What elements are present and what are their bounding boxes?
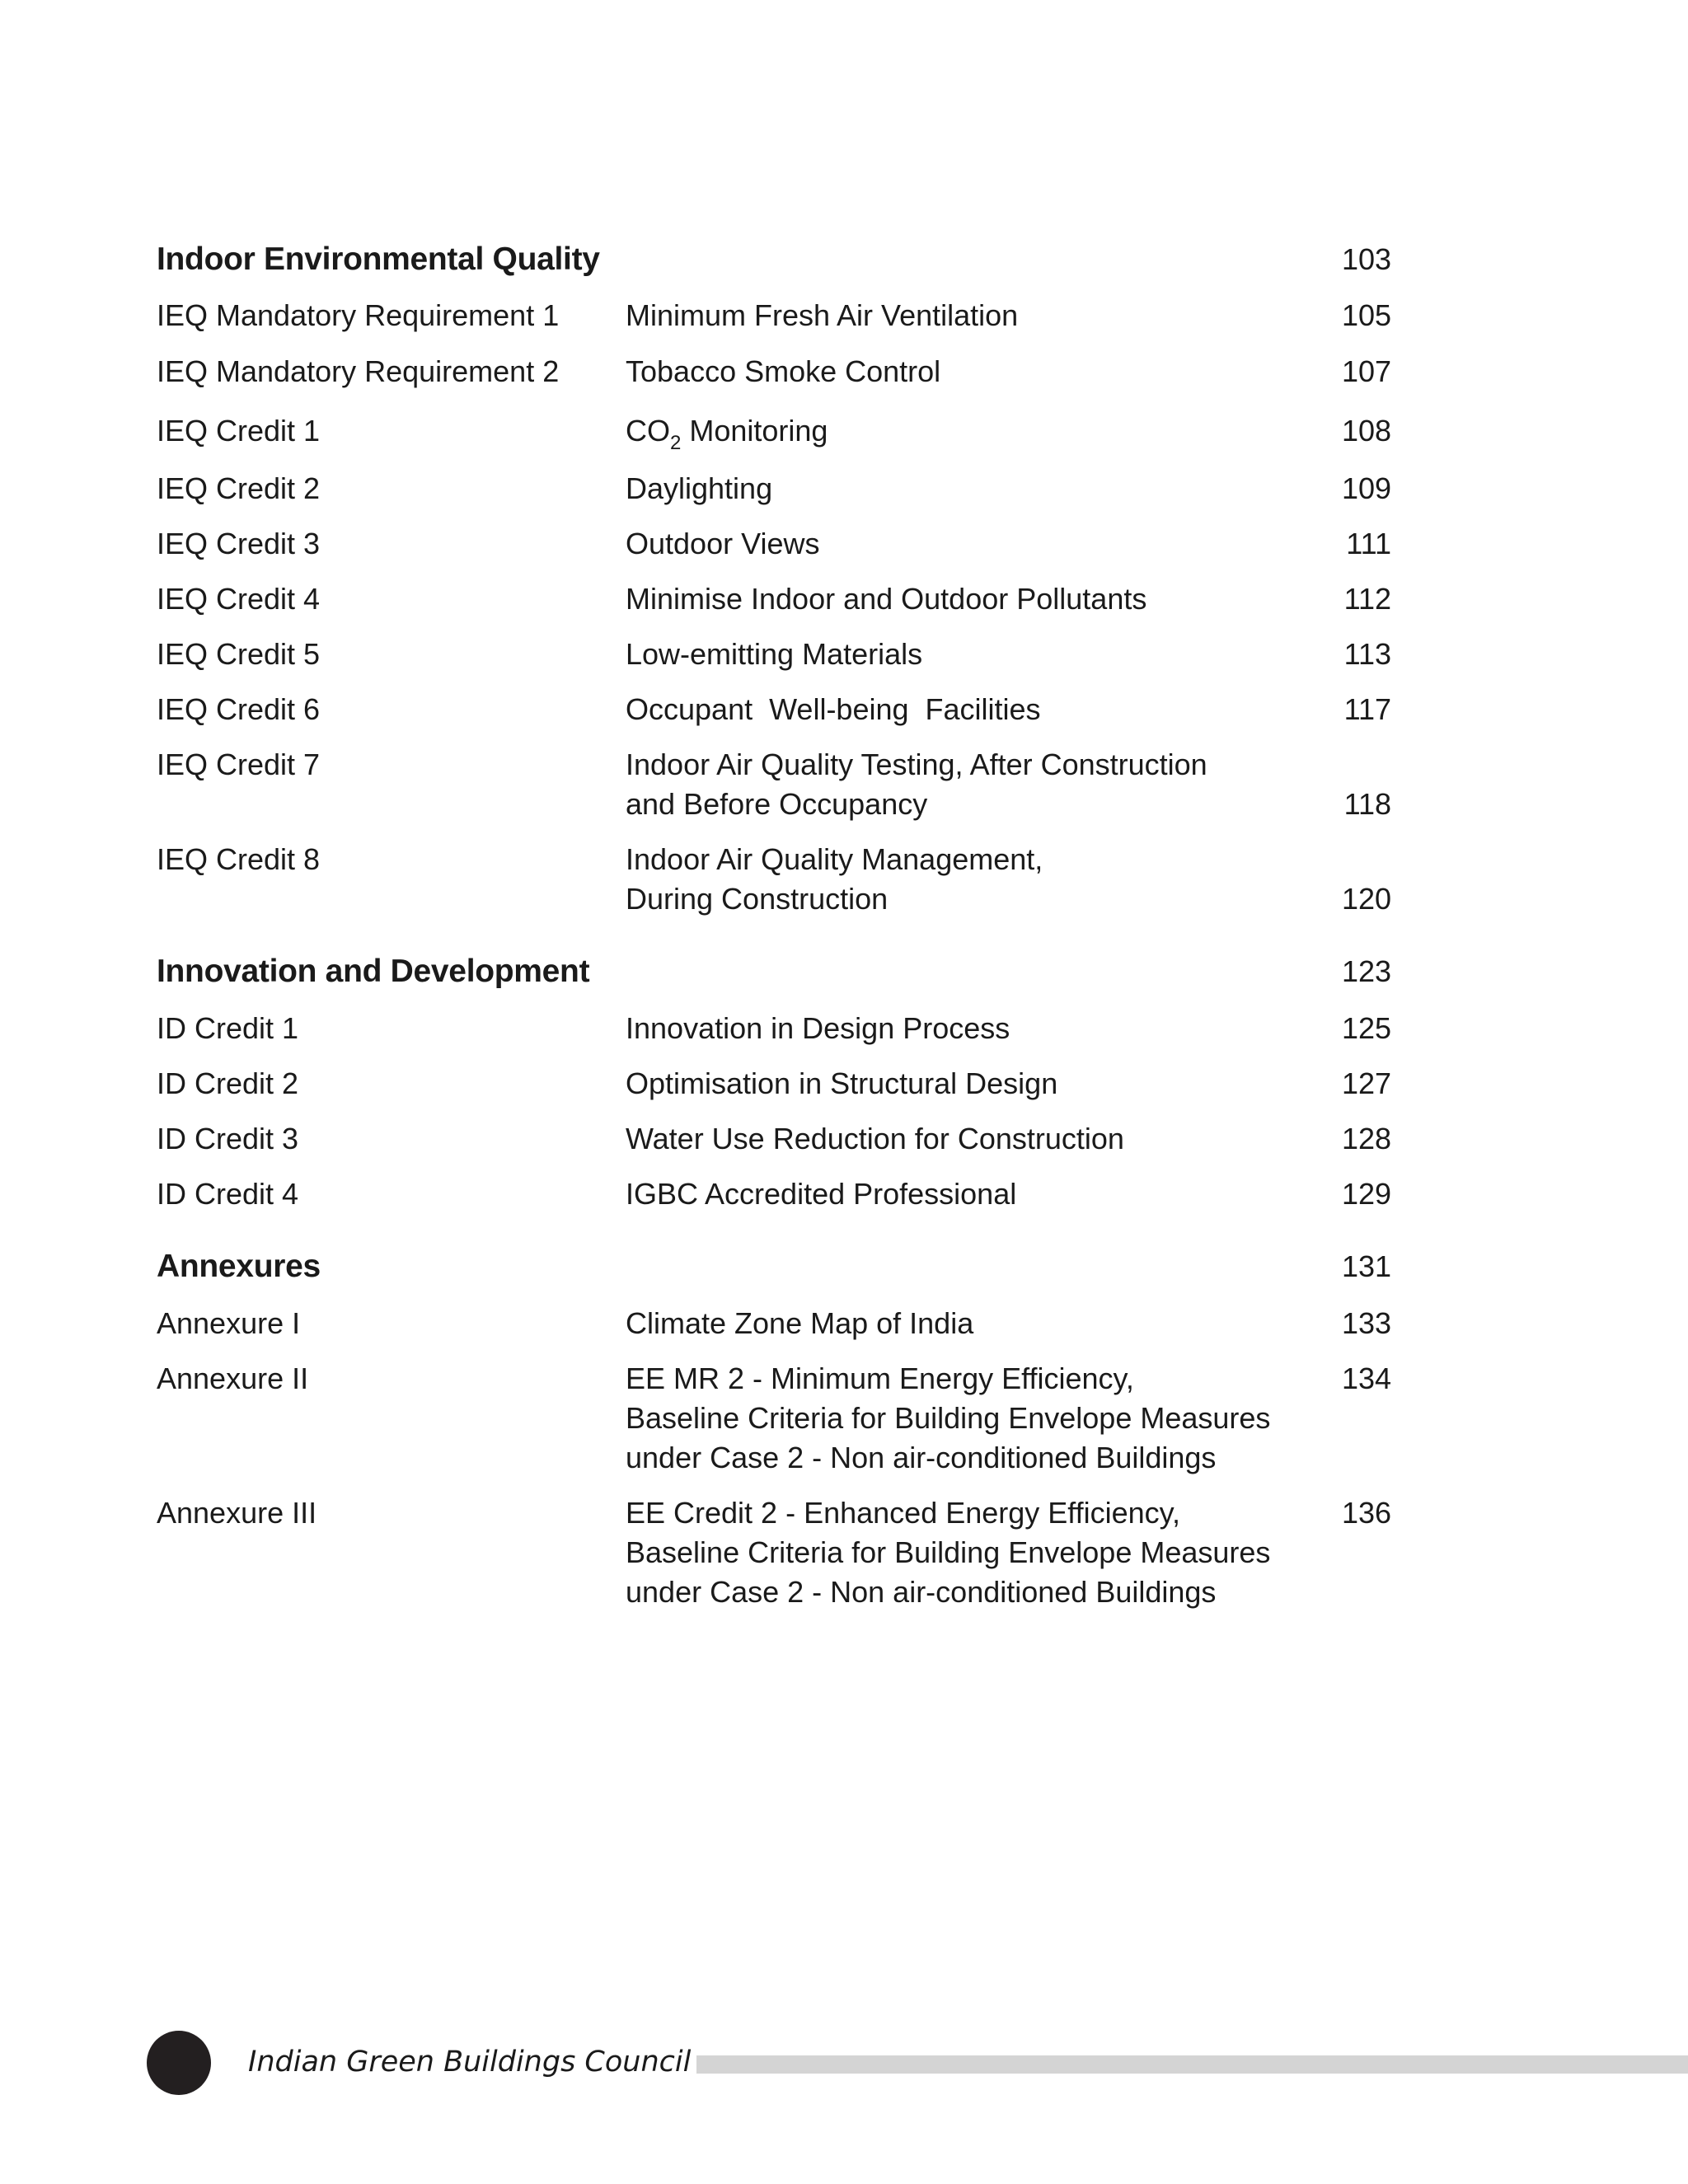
entry-code: IEQ Credit 7	[157, 748, 321, 781]
entry-code: IEQ Mandatory Requirement 2	[157, 354, 560, 388]
entry-title: IGBC Accredited Professional	[626, 1177, 1017, 1211]
entry-title: Climate Zone Map of India	[626, 1306, 974, 1340]
subscript-two: 2	[670, 432, 682, 454]
entry-page-number: 111	[1346, 527, 1391, 560]
entry-page-number: 129	[1342, 1177, 1392, 1211]
entry-code: Annexure III	[157, 1496, 317, 1530]
entry-page-number: 108	[1342, 414, 1392, 448]
entry-code: IEQ Credit 6	[157, 692, 321, 726]
entry-page-number: 125	[1342, 1011, 1392, 1045]
section-page-number: 123	[1342, 954, 1392, 988]
entry-page-number: 107	[1342, 354, 1392, 388]
section-title: Innovation and Development	[157, 954, 590, 989]
entry-page-number: 128	[1342, 1122, 1392, 1155]
entry-code: IEQ Mandatory Requirement 1	[157, 298, 560, 332]
entry-title: Indoor Air Quality Testing, After Construction and Before Occupancy	[626, 748, 1207, 821]
entry-title: Minimum Fresh Air Ventilation	[626, 298, 1019, 332]
entry-page-number: 133	[1342, 1306, 1392, 1340]
entry-page-number: 118	[1343, 787, 1391, 821]
section-page-number: 131	[1342, 1249, 1392, 1283]
entry-page-number: 120	[1342, 882, 1392, 916]
entry-code: IEQ Credit 5	[157, 637, 321, 671]
entry-page-number: 117	[1343, 692, 1391, 726]
entry-code: IEQ Credit 1	[157, 414, 321, 448]
entry-title: EE Credit 2 - Enhanced Energy Efficiency, Baseline Criteria for Building Envelope Measures under Case 2 - Non air-conditioned Buildings	[626, 1496, 1271, 1609]
entry-page-number: 105	[1342, 298, 1392, 332]
entry-code: ID Credit 2	[157, 1066, 299, 1100]
entry-page-number: 134	[1342, 1361, 1392, 1395]
section-title: Annexures	[157, 1249, 321, 1284]
entry-code: Annexure I	[157, 1306, 301, 1340]
entry-code: Annexure II	[157, 1361, 309, 1395]
entry-code: IEQ Credit 2	[157, 471, 321, 505]
entry-title: Daylighting	[626, 471, 773, 505]
entry-title: Innovation in Design Process	[626, 1011, 1010, 1045]
entry-title: Outdoor Views	[626, 527, 820, 560]
section-page-number: 103	[1342, 242, 1392, 276]
entry-code: ID Credit 4	[157, 1177, 299, 1211]
entry-title: Optimisation in Structural Design	[626, 1066, 1058, 1100]
entry-title: EE MR 2 - Minimum Energy Efficiency, Baseline Criteria for Building Envelope Measures under Case 2 - Non air-conditioned Buildings	[626, 1361, 1271, 1474]
entry-code: IEQ Credit 8	[157, 842, 321, 876]
entry-code: ID Credit 1	[157, 1011, 299, 1045]
entry-code: ID Credit 3	[157, 1122, 299, 1155]
entry-title: Occupant Well-being Facilities	[626, 692, 1041, 726]
entry-page-number: 113	[1343, 637, 1391, 671]
entry-title: Water Use Reduction for Construction	[626, 1122, 1124, 1155]
entry-page-number: 109	[1342, 471, 1392, 505]
entry-page-number: 112	[1343, 582, 1391, 616]
entry-title	[626, 411, 1301, 455]
entry-title: Low-emitting Materials	[626, 637, 923, 671]
page-marker-dot	[147, 2031, 211, 2095]
monitoring-text: Monitoring	[681, 414, 828, 448]
entry-code: IEQ Credit 4	[157, 582, 321, 616]
entry-code: IEQ Credit 3	[157, 527, 321, 560]
entry-page-number: 136	[1342, 1496, 1392, 1530]
section-title: Indoor Environmental Quality	[157, 241, 600, 277]
entry-title: Indoor Air Quality Management, During Construction	[626, 842, 1043, 916]
footer-organization: Indian Green Buildings Council	[248, 2046, 692, 2079]
entry-title: Tobacco Smoke Control	[626, 354, 941, 388]
footer-bar	[696, 2055, 1688, 2074]
entry-title: Minimise Indoor and Outdoor Pollutants	[626, 582, 1147, 616]
co-text: CO	[626, 414, 670, 448]
entry-page-number: 127	[1342, 1066, 1392, 1100]
